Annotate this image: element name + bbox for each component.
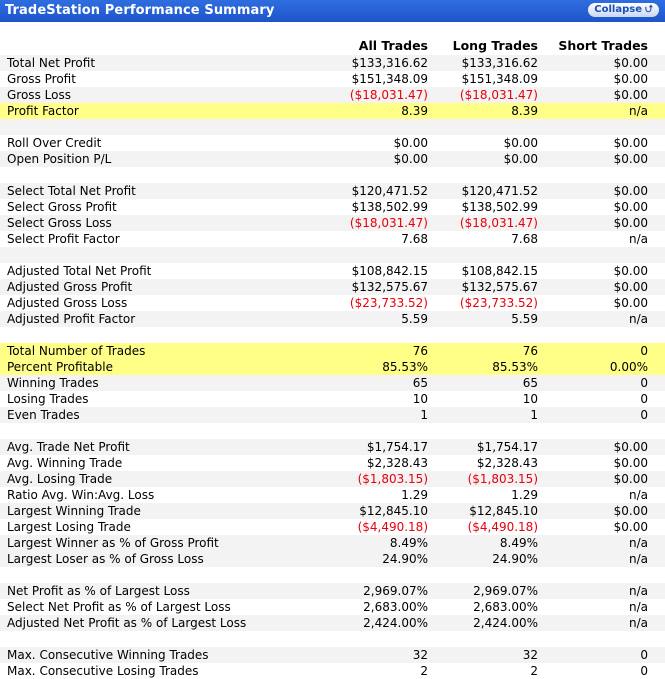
table-row [0, 199, 665, 215]
value-all-trades: ($18,031.47) [349, 88, 428, 102]
value-short-trades: $0.00 [613, 152, 648, 166]
row-label: Select Net Profit as % of Largest Loss [7, 600, 231, 614]
table-row [0, 311, 665, 327]
row-label: Adjusted Net Profit as % of Largest Loss [7, 616, 247, 630]
value-all-trades: 85.53% [382, 360, 428, 374]
value-all-trades: 2,424.00% [363, 616, 428, 630]
value-all-trades: $120,471.52 [351, 184, 428, 198]
table-row [0, 455, 665, 471]
table-row [0, 439, 665, 455]
row-label: Avg. Losing Trade [7, 472, 113, 486]
value-short-trades: 0 [640, 376, 648, 390]
value-long-trades: 65 [522, 376, 538, 390]
value-long-trades: $108,842.15 [461, 264, 538, 278]
value-short-trades: n/a [628, 104, 648, 118]
table-row [0, 343, 665, 359]
row-label: Select Gross Profit [7, 200, 117, 214]
value-all-trades: 1.29 [401, 488, 428, 502]
table-row [0, 231, 665, 247]
column-header-all-trades: All Trades [358, 38, 428, 53]
value-all-trades: 5.59 [401, 312, 428, 326]
value-short-trades: n/a [628, 536, 648, 550]
value-long-trades: ($18,031.47) [459, 88, 538, 102]
value-short-trades: $0.00 [613, 88, 648, 102]
table-row [0, 263, 665, 279]
panel-title: TradeStation Performance Summary [5, 3, 275, 18]
table-row [0, 375, 665, 391]
table-row [0, 519, 665, 535]
performance-table [0, 55, 665, 679]
value-long-trades: $0.00 [503, 136, 538, 150]
column-header-short-trades: Short Trades [558, 38, 648, 53]
spacer-row [0, 119, 665, 135]
value-long-trades: $120,471.52 [461, 184, 538, 198]
value-long-trades: 2,969.07% [473, 584, 538, 598]
value-long-trades: ($23,733.52) [459, 296, 538, 310]
value-all-trades: 2,969.07% [363, 584, 428, 598]
spacer-row [0, 567, 665, 583]
value-short-trades: $0.00 [613, 72, 648, 86]
row-label: Even Trades [7, 408, 80, 422]
table-row [0, 551, 665, 567]
value-all-trades: ($18,031.47) [349, 216, 428, 230]
value-long-trades: 85.53% [492, 360, 538, 374]
value-long-trades: ($18,031.47) [459, 216, 538, 230]
value-short-trades: $0.00 [613, 440, 648, 454]
value-short-trades: 0 [640, 664, 648, 678]
column-header-long-trades: Long Trades [452, 38, 538, 53]
value-short-trades: $0.00 [613, 520, 648, 534]
value-short-trades: n/a [628, 552, 648, 566]
value-short-trades: $0.00 [613, 136, 648, 150]
row-label: Largest Winner as % of Gross Profit [7, 536, 219, 550]
row-label: Profit Factor [7, 104, 79, 118]
spacer-row [0, 423, 665, 439]
row-label: Percent Profitable [7, 360, 113, 374]
value-short-trades: $0.00 [613, 296, 648, 310]
value-all-trades: 1 [420, 408, 428, 422]
row-label: Avg. Trade Net Profit [7, 440, 130, 454]
value-all-trades: $151,348.09 [351, 72, 428, 86]
value-all-trades: $1,754.17 [366, 440, 428, 454]
row-label: Gross Profit [7, 72, 76, 86]
value-short-trades: 0 [640, 408, 648, 422]
value-long-trades: 2,424.00% [473, 616, 538, 630]
value-short-trades: $0.00 [613, 504, 648, 518]
table-row [0, 55, 665, 71]
row-label: Max. Consecutive Losing Trades [7, 664, 199, 678]
value-all-trades: $0.00 [393, 152, 428, 166]
table-row [0, 151, 665, 167]
value-long-trades: 24.90% [492, 552, 538, 566]
value-all-trades: $2,328.43 [366, 456, 428, 470]
table-row [0, 599, 665, 615]
table-row [0, 71, 665, 87]
table-row [0, 487, 665, 503]
table-row [0, 87, 665, 103]
value-short-trades: n/a [628, 312, 648, 326]
row-label: Roll Over Credit [7, 136, 102, 150]
value-long-trades: 1.29 [511, 488, 538, 502]
row-label: Adjusted Total Net Profit [7, 264, 152, 278]
row-label: Adjusted Gross Loss [7, 296, 128, 310]
table-row [0, 135, 665, 151]
value-all-trades: $138,502.99 [351, 200, 428, 214]
value-long-trades: ($4,490.18) [467, 520, 538, 534]
value-all-trades: $12,845.10 [359, 504, 428, 518]
table-row [0, 407, 665, 423]
value-long-trades: $132,575.67 [461, 280, 538, 294]
double-chevron-up-icon: ⮍ [644, 4, 653, 15]
collapse-button[interactable] [588, 3, 659, 17]
row-label: Largest Losing Trade [7, 520, 131, 534]
collapse-label: Collapse [594, 4, 642, 15]
row-label: Avg. Winning Trade [7, 456, 123, 470]
value-short-trades: n/a [628, 616, 648, 630]
table-row [0, 615, 665, 631]
value-all-trades: ($4,490.18) [357, 520, 428, 534]
value-long-trades: 32 [522, 648, 538, 662]
value-all-trades: $133,316.62 [351, 56, 428, 70]
value-long-trades: 8.39 [511, 104, 538, 118]
value-all-trades: 76 [412, 344, 428, 358]
value-long-trades: 8.49% [499, 536, 538, 550]
value-long-trades: $12,845.10 [469, 504, 538, 518]
table-row [0, 503, 665, 519]
value-long-trades: 7.68 [511, 232, 538, 246]
value-all-trades: 32 [412, 648, 428, 662]
value-short-trades: 0 [640, 648, 648, 662]
value-long-trades: $2,328.43 [476, 456, 538, 470]
value-all-trades: 7.68 [401, 232, 428, 246]
table-row [0, 359, 665, 375]
row-label: Gross Loss [7, 88, 71, 102]
value-long-trades: $133,316.62 [461, 56, 538, 70]
row-label: Adjusted Gross Profit [7, 280, 133, 294]
value-short-trades: 0 [640, 392, 648, 406]
table-row [0, 391, 665, 407]
value-long-trades: 2 [530, 664, 538, 678]
value-all-trades: 24.90% [382, 552, 428, 566]
value-short-trades: $0.00 [613, 264, 648, 278]
row-label: Losing Trades [7, 392, 89, 406]
row-label: Max. Consecutive Winning Trades [7, 648, 209, 662]
value-long-trades: ($1,803.15) [467, 472, 538, 486]
spacer-row [0, 247, 665, 263]
value-short-trades: n/a [628, 488, 648, 502]
value-all-trades: 8.49% [389, 536, 428, 550]
value-long-trades: $1,754.17 [476, 440, 538, 454]
value-all-trades: $132,575.67 [351, 280, 428, 294]
value-short-trades: $0.00 [613, 200, 648, 214]
table-row [0, 471, 665, 487]
value-long-trades: 76 [522, 344, 538, 358]
value-long-trades: 1 [530, 408, 538, 422]
value-short-trades: n/a [628, 600, 648, 614]
value-all-trades: $0.00 [393, 136, 428, 150]
value-all-trades: 8.39 [401, 104, 428, 118]
value-long-trades: $138,502.99 [461, 200, 538, 214]
value-short-trades: 0 [640, 344, 648, 358]
value-short-trades: $0.00 [613, 280, 648, 294]
value-short-trades: $0.00 [613, 56, 648, 70]
row-label: Net Profit as % of Largest Loss [7, 584, 190, 598]
row-label: Largest Loser as % of Gross Loss [7, 552, 204, 566]
table-row [0, 295, 665, 311]
row-label: Open Position P/L [7, 152, 112, 166]
value-short-trades: $0.00 [613, 216, 648, 230]
table-row [0, 663, 665, 679]
value-short-trades: $0.00 [613, 456, 648, 470]
table-row [0, 535, 665, 551]
value-long-trades: $0.00 [503, 152, 538, 166]
table-row [0, 647, 665, 663]
row-label: Select Gross Loss [7, 216, 112, 230]
value-all-trades: 2 [420, 664, 428, 678]
row-label: Select Profit Factor [7, 232, 120, 246]
row-label: Adjusted Profit Factor [7, 312, 136, 326]
value-long-trades: $151,348.09 [461, 72, 538, 86]
value-long-trades: 2,683.00% [473, 600, 538, 614]
table-row [0, 279, 665, 295]
value-all-trades: $108,842.15 [351, 264, 428, 278]
table-row [0, 183, 665, 199]
spacer-row [0, 631, 665, 647]
value-short-trades: $0.00 [613, 184, 648, 198]
table-row [0, 215, 665, 231]
table-row [0, 103, 665, 119]
value-long-trades: 5.59 [511, 312, 538, 326]
row-label: Winning Trades [7, 376, 99, 390]
value-all-trades: ($1,803.15) [357, 472, 428, 486]
table-row [0, 583, 665, 599]
value-all-trades: 65 [412, 376, 428, 390]
row-label: Ratio Avg. Win:Avg. Loss [7, 488, 155, 502]
value-long-trades: 10 [522, 392, 538, 406]
row-label: Total Net Profit [7, 56, 96, 70]
spacer-row [0, 327, 665, 343]
spacer-row [0, 167, 665, 183]
row-label: Select Total Net Profit [7, 184, 136, 198]
row-label: Largest Winning Trade [7, 504, 141, 518]
value-all-trades: ($23,733.52) [349, 296, 428, 310]
value-short-trades: n/a [628, 232, 648, 246]
title-bar [0, 0, 665, 22]
value-short-trades: $0.00 [613, 472, 648, 486]
value-all-trades: 2,683.00% [363, 600, 428, 614]
value-all-trades: 10 [412, 392, 428, 406]
value-short-trades: n/a [628, 584, 648, 598]
row-label: Total Number of Trades [7, 344, 146, 358]
value-short-trades: 0.00% [609, 360, 648, 374]
